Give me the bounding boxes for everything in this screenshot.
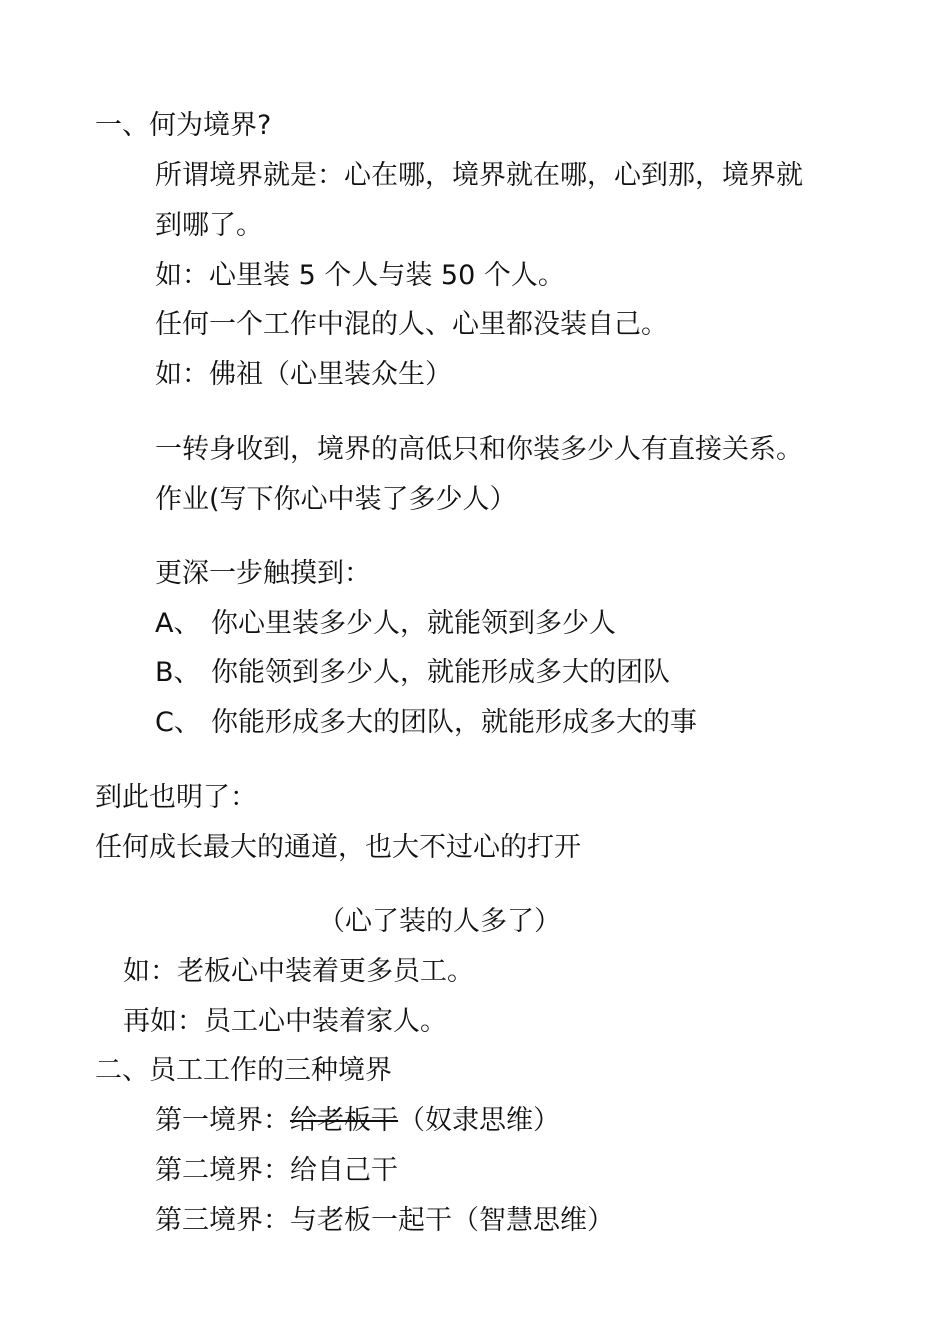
level-note: （奴隶思维） xyxy=(398,1105,560,1136)
level-label: 第二境界： xyxy=(155,1155,290,1186)
point-text: 你心里装多少人，就能领到多少人 xyxy=(211,608,616,639)
homework-line: 作业(写下你心中装了多少人） xyxy=(155,484,517,515)
boss-example: 如：老板心中装着更多员工。 xyxy=(123,956,474,987)
conclusion-line2: 任何成长最大的通道，也大不过心的打开 xyxy=(95,832,581,863)
definition-line1: 所谓境界就是：心在哪，境界就在哪，心到那，境界就 xyxy=(155,160,803,191)
conclusion-line1: 到此也明了： xyxy=(95,782,257,813)
center-note: （心了装的人多了） xyxy=(318,906,561,937)
point-marker: A、 xyxy=(155,608,201,639)
example-buddha-line: 如：佛祖（心里装众生） xyxy=(155,359,452,390)
note-line: 任何一个工作中混的人、心里都没装自己。 xyxy=(155,309,668,340)
struck-text: 给老板干 xyxy=(290,1105,398,1136)
level-two xyxy=(155,1151,398,1191)
point-a xyxy=(155,604,616,644)
deeper-line: 更深一步触摸到： xyxy=(155,558,371,589)
turn-line: 一转身收到，境界的高低只和你装多少人有直接关系。 xyxy=(155,434,803,465)
point-c xyxy=(155,703,697,743)
level-text: 与老板一起干（智慧思维） xyxy=(290,1205,614,1236)
point-text: 你能领到多少人，就能形成多大的团队 xyxy=(211,657,670,688)
level-label: 第一境界： xyxy=(155,1105,290,1136)
point-text: 你能形成多大的团队，就能形成多大的事 xyxy=(211,707,697,738)
level-one xyxy=(155,1101,560,1141)
definition-line2: 到哪了。 xyxy=(155,210,263,241)
section1-heading: 一、何为境界? xyxy=(95,110,272,141)
point-marker: B、 xyxy=(155,657,201,688)
level-label: 第三境界： xyxy=(155,1205,290,1236)
staff-example: 再如：员工心中装着家人。 xyxy=(123,1006,447,1037)
section2-heading: 二、员工工作的三种境界 xyxy=(95,1055,392,1086)
level-three xyxy=(155,1201,614,1241)
point-b xyxy=(155,653,670,693)
example-line: 如：心里装 5 个人与装 50 个人。 xyxy=(155,260,565,291)
point-marker: C、 xyxy=(155,707,201,738)
level-text: 给自己干 xyxy=(290,1155,398,1186)
